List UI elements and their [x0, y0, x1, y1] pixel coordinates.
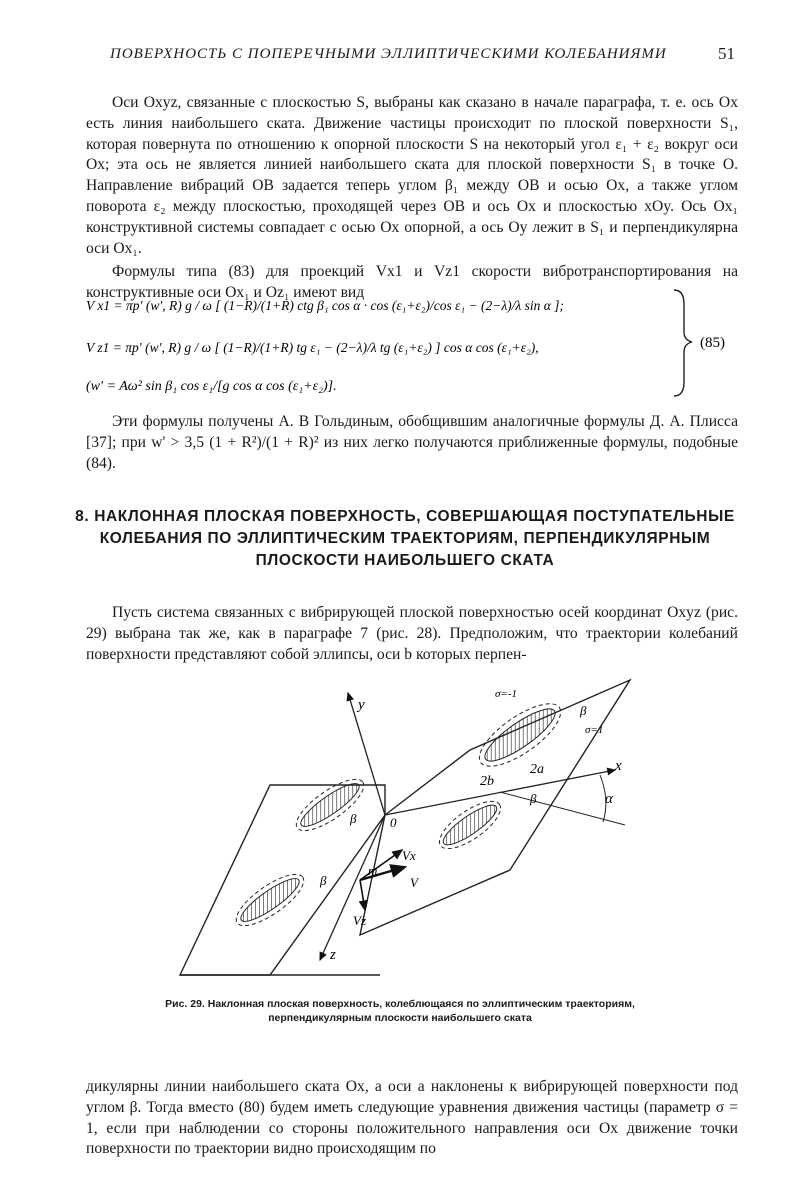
- figure-caption: Рис. 29. Наклонная плоская поверхность, колеблющаяся по эллиптическим траекториям, перпендикулярным плоскости наибольшего ската: [165, 998, 635, 1024]
- label-2a: 2a: [530, 762, 544, 777]
- formula-number: (85): [700, 335, 725, 351]
- label-vz: Vz: [353, 913, 366, 928]
- label-m: m: [368, 863, 378, 878]
- paragraph-5: дикулярны линии наибольшего ската Ox, а оси a наклонены к вибрирующей поверхности под углом β. Тогда вместо (80) будем иметь следующие уравнения движения частицы (параметр σ = 1, если при наблюдении со стороны положительного направления оси Ox движение точки поверхности по траектории видно происходящим по: [86, 1078, 738, 1158]
- label-beta-2: β: [530, 791, 537, 806]
- page-number: 51: [718, 44, 735, 63]
- ellipse-center-right: [432, 793, 507, 857]
- paragraph-4: Пусть система связанных с вибрирующей плоской поверхностью осей координат Oxyz (рис. 29) выбрана так же, как в параграфе 7 (рис. 28). Предположим, что траектории колебаний поверхности представляют собой эллипсы, оси b которых перпен-: [86, 604, 738, 663]
- label-vx: Vx: [402, 848, 416, 863]
- label-z: z: [330, 947, 336, 963]
- label-beta-1: β: [580, 703, 587, 718]
- ellipse-upper-right: [470, 693, 569, 778]
- ellipse-left-upper: [289, 771, 371, 840]
- formula-line-1: V x1 = πp′ (w′, R) g / ω [ (1−R)/(1+R) ctg β₁ cos α · cos (ε₁+ε₂)/cos ε₁ − (2−λ)/λ sin α ];: [86, 298, 564, 313]
- label-x: x: [615, 758, 622, 774]
- section-heading: 8. НАКЛОННАЯ ПЛОСКАЯ ПОВЕРХНОСТЬ, СОВЕРШАЮЩАЯ ПОСТУПАТЕЛЬНЫЕ КОЛЕБАНИЯ ПО ЭЛЛИПТИЧЕСКИМ ТРАЕКТОРИЯМ, ПЕРПЕНДИКУЛЯРНЫМ ПЛОСКОСТИ НАИБОЛЬШЕГО СКАТА: [75, 508, 735, 569]
- formula-line-3: (w′ = Aω² sin β₁ cos ε₁/[g cos α cos (ε₁+ε₂)].: [86, 379, 337, 394]
- formula-85: [86, 282, 738, 402]
- formula-brace: [674, 290, 692, 396]
- label-beta-3: β: [350, 811, 357, 826]
- label-sigma-pos: σ=1: [585, 724, 604, 736]
- label-y: y: [358, 697, 365, 713]
- z-axis: [320, 815, 385, 960]
- running-title: ПОВЕРХНОСТЬ С ПОПЕРЕЧНЫМИ ЭЛЛИПТИЧЕСКИМИ КОЛЕБАНИЯМИ: [110, 46, 667, 62]
- paragraph-1: Оси Oxyz, связанные с плоскостью S, выбраны как сказано в начале параграфа, т. е. ось Ox есть линия наибольшего ската. Движение частицы происходит по плоской поверхности S₁, которая повернута по отношению к опорной плоскости S на некоторый угол ε₁ + ε₂ вокруг оси Ox; эта ось не является линией наибольшего ската для плоской поверхности S₁ в точке O. Направление вибраций OB задается теперь углом β₁ между OB и осью Ox, а также углом поворота ε₂ между плоскостью, проходящей через OB и ось Ox и плоскостью xOy. Ось Ox₁ конструктивной системы совпадает с осью Ox опорной, а ось Oy лежит в S₁ и перпендикулярна оси Ox₁.: [86, 94, 738, 257]
- formula-line-2: V z1 = πp′ (w′, R) g / ω [ (1−R)/(1+R) tg ε₁ − (2−λ)/λ tg (ε₁+ε₂) ] cos α cos (ε₁+ε₂),: [86, 340, 539, 355]
- ellipse-left-lower: [229, 866, 311, 935]
- label-beta-4: β: [320, 873, 327, 888]
- label-alpha: α: [605, 791, 613, 807]
- label-o: 0: [390, 815, 397, 830]
- label-2b: 2b: [480, 774, 494, 789]
- label-v: V: [410, 875, 418, 890]
- figure-29: [170, 675, 650, 990]
- paragraph-2: Формулы типа (83) для проекций Vx1 и Vz1 скорости вибротранспортирования на конструктивные оси Ox₁ и Oz₁ имеют вид: [86, 263, 738, 301]
- paragraph-3: Эти формулы получены А. В Гольдиным, обобщившим аналогичные формулы Д. А. Плисса [37]; при w' > 3,5 (1 + R²)/(1 + R)² из них легко получаются приближенные формулы, подобные (84).: [86, 413, 738, 472]
- label-sigma-neg: σ=-1: [495, 688, 518, 700]
